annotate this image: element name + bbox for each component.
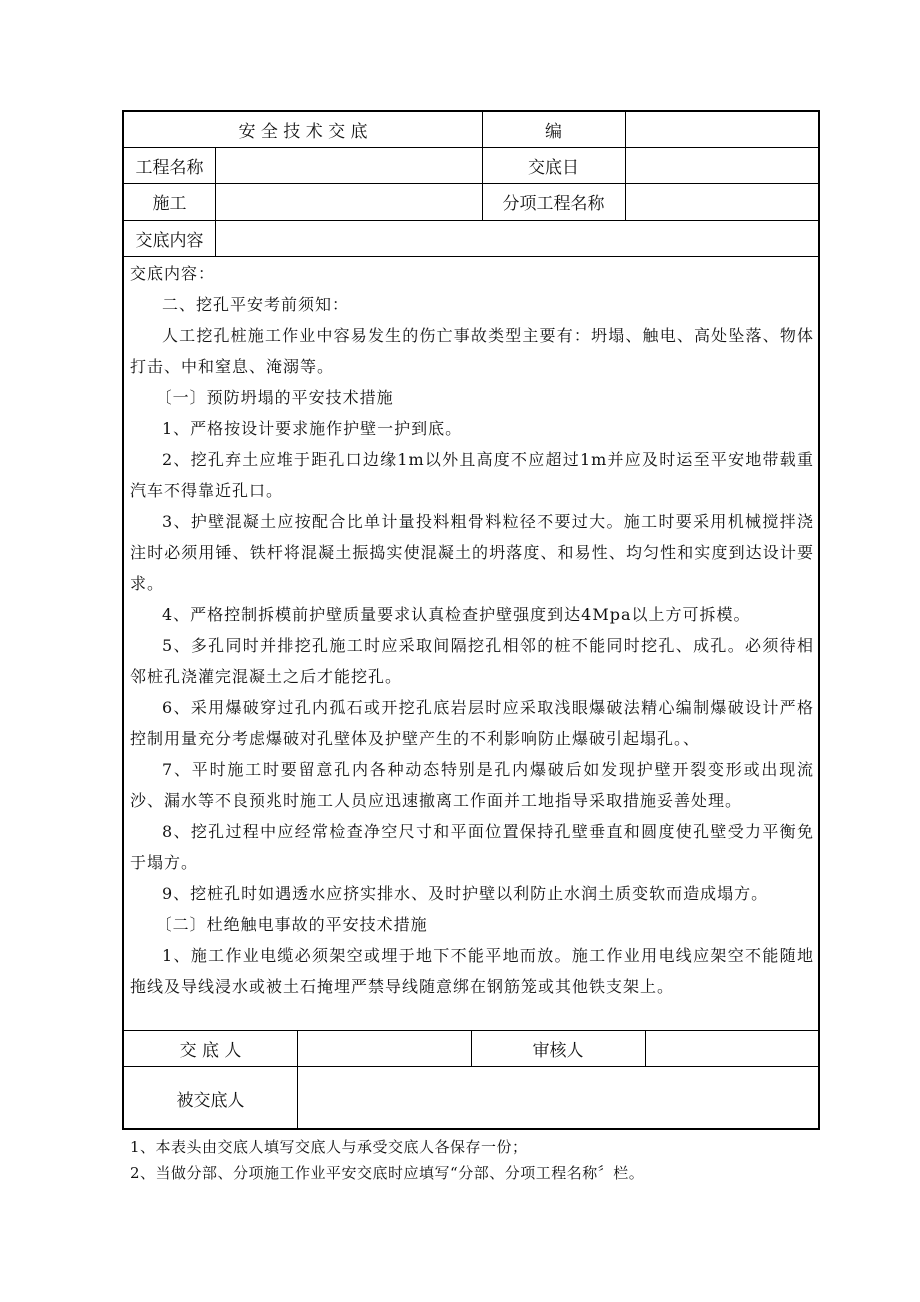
construction-field[interactable] <box>215 183 482 220</box>
recipient-field[interactable] <box>297 1066 820 1130</box>
overview-paragraph: 人工挖孔桩施工作业中容易发生的伤亡事故类型主要有：坍塌、触电、高处坠落、物体打击、中和窒息、淹溺等。 <box>130 326 814 376</box>
presenter-field[interactable] <box>297 1030 471 1066</box>
footnote: 2、当做分部、分项施工作业平安交底时应填写“分部、分项工程名称〞栏。 <box>130 1164 645 1182</box>
part1-title: 〔一〕预防坍塌的平安技术措施 <box>155 388 394 407</box>
list-item: 4、严格控制拆模前护壁质量要求认真检查护壁强度到达4Mpa以上方可拆模。 <box>162 605 751 624</box>
briefing-content <box>130 258 814 1002</box>
list-item: 5、多孔同时并排挖孔施工时应采取间隔挖孔相邻的桩不能同时挖孔、成孔。必须待相邻桩孔浇灌完混凝土之后才能挖孔。 <box>130 636 814 686</box>
code-label: 编 <box>545 122 562 142</box>
section-title: 二、挖孔平安考前须知： <box>162 295 350 314</box>
safety-briefing-table <box>122 110 820 1130</box>
subitem-field[interactable] <box>625 183 820 220</box>
date-label: 交底日 <box>528 157 579 178</box>
code-field[interactable] <box>625 112 820 147</box>
subitem-label: 分项工程名称 <box>502 194 605 214</box>
list-item: 2、挖孔弃土应堆于距孔口边缘1m以外且高度不应超过1m并应及时运至平安地带载重汽车不得靠近孔口。 <box>130 450 814 500</box>
reviewer-field[interactable] <box>645 1030 820 1066</box>
list-item: 1、严格按设计要求施作护壁一护到底。 <box>162 419 463 438</box>
reviewer-label: 审核人 <box>532 1040 584 1061</box>
list-item: 8、挖孔过程中应经常检查净空尺寸和平面位置保持孔壁垂直和圆度使孔壁受力平衡免于塌方。 <box>130 822 814 872</box>
content-intro: 交底内容： <box>130 264 216 283</box>
date-field[interactable] <box>625 147 820 183</box>
project-name-label: 工程名称 <box>135 157 204 178</box>
list-item: 1、施工作业电缆必须架空或埋于地下不能平地而放。施工作业用电线应架空不能随地拖线及导线浸水或被土石掩埋严禁导线随意绑在钢筋笼或其他铁支架上。 <box>130 946 814 996</box>
list-item: 9、挖桩孔时如遇透水应挤实排水、及时护壁以利防止水润土质变软而造成塌方。 <box>162 884 769 903</box>
construction-label: 施工 <box>152 194 187 214</box>
content-field[interactable] <box>215 220 820 256</box>
list-item: 6、采用爆破穿过孔内孤石或开挖孔底岩层时应采取浅眼爆破法精心编制爆破设计严格控制用量充分考虑爆破对孔壁体及护壁产生的不利影响防止爆破引起塌孔。、 <box>130 698 814 748</box>
content-label: 交底内容 <box>135 230 204 251</box>
footnote: 1、本表头由交底人填写交底人与承受交底人各保存一份； <box>130 1138 528 1156</box>
list-item: 7、平时施工时要留意孔内各种动态特别是孔内爆破后如发现护壁开裂变形或出现流沙、漏水等不良预兆时施工人员应迅速撤离工作面并工地指导采取措施妥善处理。 <box>130 760 814 810</box>
presenter-label: 交 底 人 <box>179 1040 242 1061</box>
divider <box>124 256 818 257</box>
recipient-label: 被交底人 <box>176 1090 245 1111</box>
form-title: 安 全 技 术 交 底 <box>238 122 368 142</box>
part2-title: 〔二〕杜绝触电事故的平安技术措施 <box>155 915 428 934</box>
project-name-field[interactable] <box>215 147 482 183</box>
list-item: 3、护壁混凝土应按配合比单计量投料粗骨料粒径不要过大。施工时要采用机械搅拌浇注时必须用锤、铁杆将混凝土振捣实使混凝土的坍落度、和易性、均匀性和实度到达设计要求。 <box>130 512 814 593</box>
